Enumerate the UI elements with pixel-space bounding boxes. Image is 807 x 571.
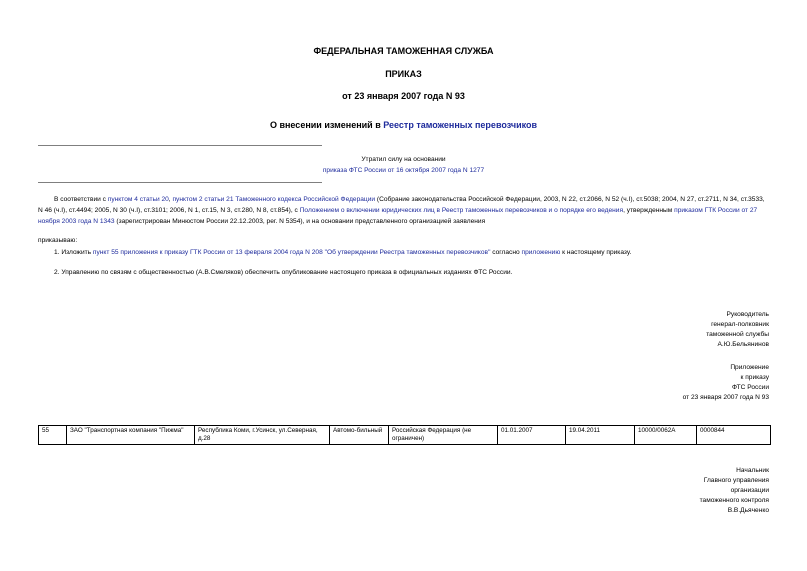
order-item-1 <box>38 247 771 258</box>
appendix-line: ФТС России <box>732 384 769 391</box>
notice-line1: Утратил силу на основании <box>361 156 446 163</box>
signature-block <box>500 310 769 350</box>
signature-line: А.Ю.Бельянинов <box>717 341 769 348</box>
preamble-text: (Собрание законодательства Российской Федерации, 2003, N 22, ст.2066, N 52 (ч.I), ст.5038; 2004, N 27, ст.2711, N 34, ст.3533, N 46 (ч.I), ст.4494; 2005, N 30 (ч.I), ст.3101; 2006, N 1, ст.15, N 3, ст.280, N 8, ст.854), с <box>38 196 765 214</box>
cell-transport: Автомо-бильный <box>330 426 389 445</box>
order-word: приказываю: <box>38 237 78 244</box>
divider-bottom <box>38 182 322 183</box>
item1-text: к настоящему приказу. <box>560 249 632 256</box>
footer-signature-line: Начальник <box>736 467 769 474</box>
preamble-paragraph <box>38 194 771 227</box>
table-row <box>39 426 771 445</box>
appendix-line: Приложение <box>730 364 769 371</box>
footer-signature-line: Главного управления <box>703 477 769 484</box>
preamble-text: В соответствии с <box>54 196 108 203</box>
cell-date-from: 01.01.2007 <box>498 426 566 445</box>
appendix-link[interactable]: приложению <box>521 249 561 256</box>
footer-signature-line: организации <box>730 487 769 494</box>
signature-line: Руководитель <box>726 311 769 318</box>
item1-text: согласно <box>490 249 522 256</box>
cell-number: 55 <box>39 426 67 445</box>
regulation-link[interactable]: Положением о включении юридических лиц в Реестр таможенных перевозчиков и о порядке его ведения <box>299 207 624 214</box>
cell-territory: Российская Федерация (не ограничен) <box>389 426 498 445</box>
notice-link[interactable]: приказа ФТС России от 16 октября 2007 года N 1277 <box>322 167 485 174</box>
title-prefix: О внесении изменений в <box>269 120 384 130</box>
appendix-line: к приказу <box>740 374 769 381</box>
footer-signature-block <box>500 466 769 516</box>
footer-signature-line: таможенного контроля <box>699 497 769 504</box>
law-link-2[interactable]: пунктом 2 статьи 21 Таможенного кодекса Российской Федерации <box>172 196 376 203</box>
law-link-1[interactable]: пунктом 4 статьи 20 <box>107 196 169 203</box>
preamble-text: (зарегистрирован Минюстом России 22.12.2003, рег. N 5354), и на основании представленного организацией заявления <box>114 218 486 225</box>
item1-text: 1. Изложить <box>54 249 93 256</box>
preamble-text: , утвержденным <box>623 207 675 214</box>
divider-top <box>38 145 322 146</box>
cell-company: ЗАО "Транспортная компания "Пижма" <box>67 426 195 445</box>
carrier-table <box>38 425 771 445</box>
item1-link[interactable]: пункт 55 приложения к приказу ГТК России от 13 февраля 2004 года N 208 "Об утверждении Реестра таможенных перевозчиков" <box>92 249 491 256</box>
appendix-block <box>500 363 769 403</box>
signature-line: генерал-полковник <box>711 321 769 328</box>
cell-address: Республика Коми, г.Усинск, ул.Северная, д.28 <box>195 426 330 445</box>
footer-signature-line: В.В.Дьяченко <box>727 507 769 514</box>
cell-reg-number: 0000844 <box>697 426 771 445</box>
order-link[interactable]: приказом ГТК России от 27 ноября 2003 года N 1343 <box>38 207 758 225</box>
signature-line: таможенной службы <box>706 331 769 338</box>
document-title <box>0 120 807 130</box>
document-date: от 23 января 2007 года N 93 <box>342 91 465 101</box>
title-link[interactable]: Реестр таможенных перевозчиков <box>383 120 538 130</box>
order-item-2: 2. Управлению по связям с общественностью (А.В.Смеляков) обеспечить опубликование настоящего приказа в официальных изданиях ФТС России. <box>54 269 513 276</box>
appendix-line: от 23 января 2007 года N 93 <box>682 394 769 401</box>
agency-name: ФЕДЕРАЛЬНАЯ ТАМОЖЕННАЯ СЛУЖБА <box>313 46 494 56</box>
preamble-text: , <box>168 196 173 203</box>
cell-code: 10000/0062А <box>635 426 697 445</box>
cell-date-to: 19.04.2011 <box>566 426 635 445</box>
document-type: ПРИКАЗ <box>385 69 422 79</box>
